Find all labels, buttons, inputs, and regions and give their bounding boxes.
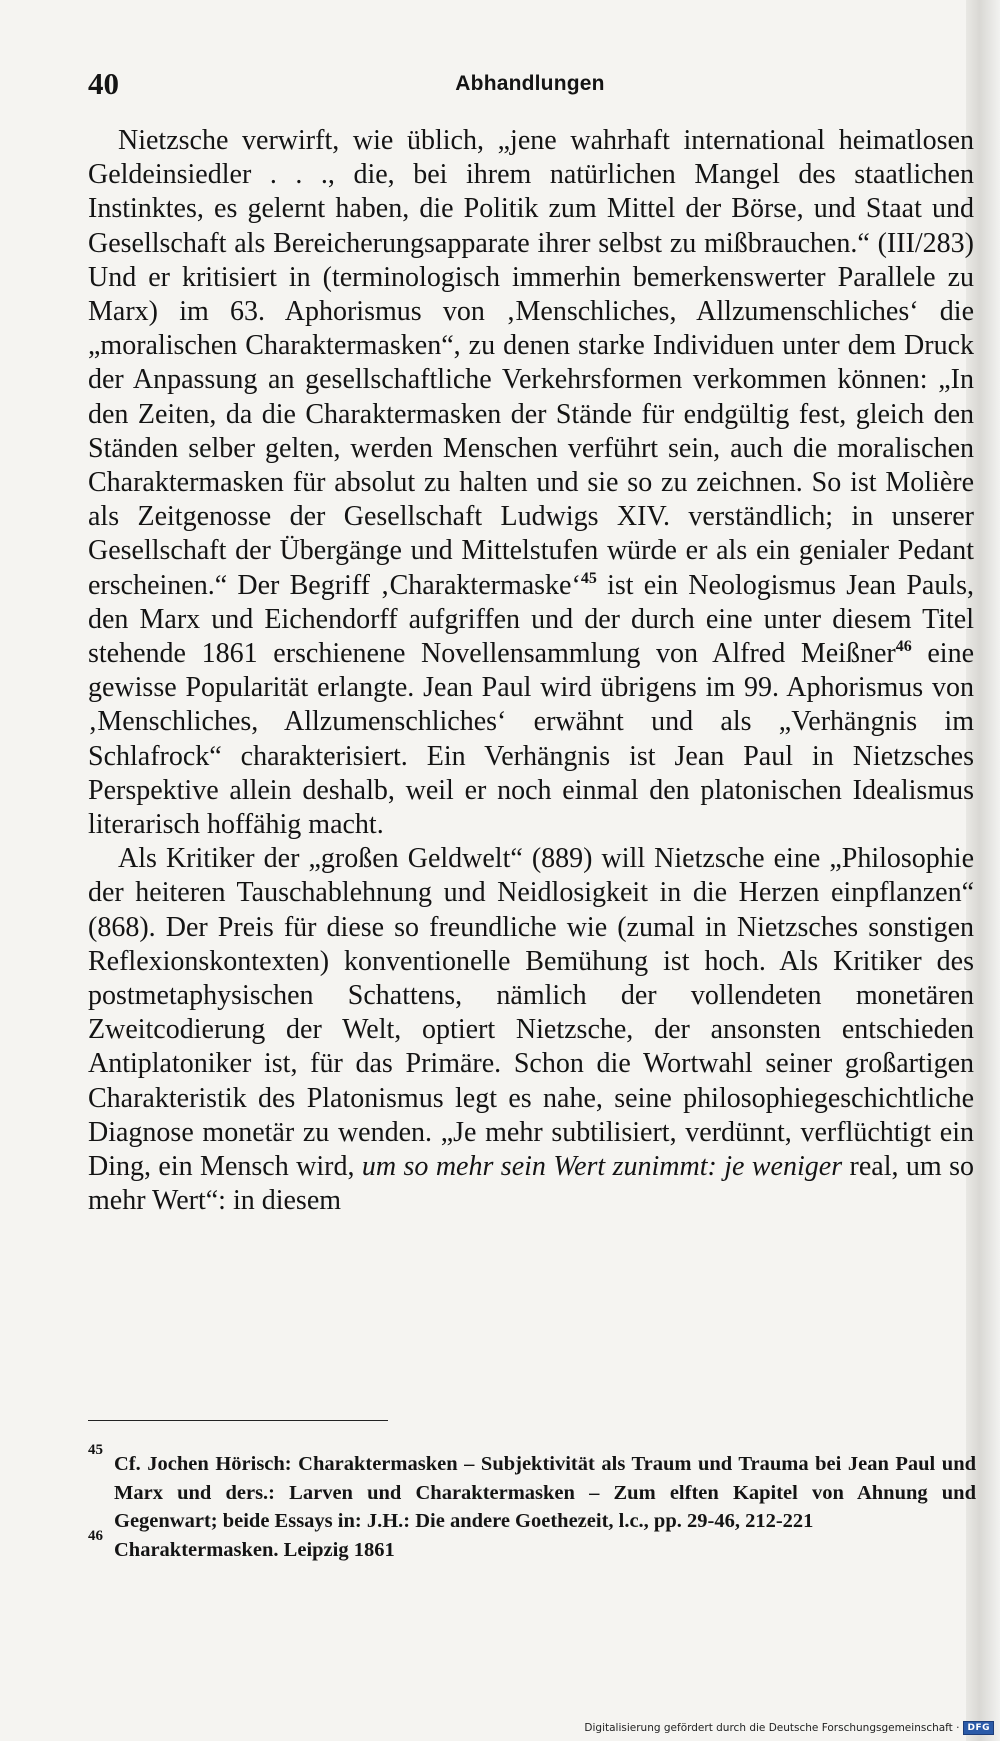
body-text <box>88 124 974 1219</box>
running-head <box>88 66 972 106</box>
digitization-credit <box>584 1718 994 1738</box>
paragraph-2-part-a: Als Kritiker der „großen Geldwelt“ (889) will Nietzsche eine „Philosophie der heiteren Tauschablehnung und Neidlosigkeit in die Herzen einpflanzen“ (868). Der Preis für diese so freundliche wie (zumal in Nietzsches sonstigen Reflexionskontexten) konventionelle Bemühung ist hoch. Als Kritiker des postmetaphysischen Schattens, nämlich der vollendeten monetären Zweitcodierung der Welt, optiert Nietzsche, der ansonsten entschieden Antiplatoniker ist, für das Primäre. Schon die Wortwahl seiner großartigen Charakteristik des Platonismus legt es nahe, seine philosophiegeschichtliche Diagnose monetär zu wenden. „Je mehr subtilisiert, verdünnt, verflüchtigt ein Ding, ein Mensch wird, <box>88 843 974 1183</box>
footnotes <box>88 1442 976 1564</box>
paragraph-2-part-b: real, um so mehr Wert“: in diesem <box>88 1151 974 1217</box>
paragraph-1-part-c: eine gewisse Popularität erlangte. Jean Paul wird übrigens im 99. Aphorismus von ‚Menschliches, Allzumenschliches‘ erwähnt und als „Verhängnis im Schlafrock“ charakterisiert. Ein Verhängnis ist Jean Paul in Nietzsches Perspektive allein deshalb, weil er noch einmal den platonischen Idealismus literarisch hoffähig macht. <box>88 638 975 841</box>
running-title: Abhandlungen <box>455 72 605 95</box>
footnote-text: Charaktermasken. Leipzig 1861 <box>114 1538 395 1561</box>
footnote-ref-45[interactable]: 45 <box>580 569 597 587</box>
dfg-logo-icon: DFG <box>963 1721 994 1735</box>
footnote-rule <box>88 1420 388 1421</box>
paragraph-1-part-b: ist ein Neologismus Jean Pauls, den Marx und Eichendorff aufgriffen und der durch eine unter diesem Titel stehende 1861 erschienene Novellensammlung von Alfred Meißner <box>88 569 974 670</box>
footnote-text: Cf. Jochen Hörisch: Charaktermasken – Subjektivität als Traum und Trauma bei Jean Paul und Marx und ders.: Larven und Charaktermasken – Zum elften Kapitel von Ahnung und Gegenwart; beide Essays in: J.H.: Die andere Goethezeit, l.c., pp. 29-46, 212-221 <box>114 1453 976 1532</box>
footnote-ref-46[interactable]: 46 <box>895 638 912 656</box>
paragraph-1-part-a: Nietzsche verwirft, wie üblich, „jene wahrhaft international heimatlosen Geldeinsiedler . . ., die, bei ihrem natürlichen Mangel des staatlichen Instinktes, es gelernt haben, die Politik zum Mittel der Börse, und Staat und Gesellschaft als Bereicherungsapparate ihrer selbst zu mißbrauchen.“ (III/283) Und er kritisiert in (terminologisch immerhin bemerkenswerter Parallele zu Marx) im 63. Aphorismus von ‚Menschliches, Allzumenschliches‘ die „moralischen Charaktermasken“, zu denen starke Individuen unter dem Druck der Anpassung an gesellschaftliche Verkehrsformen verkommen können: „In den Zeiten, da die Charaktermasken der Stände für endgültig fest, gleich den Ständen selber gelten, werden Menschen verführt sein, auch die moralischen Charaktermasken für absolut zu halten und sie so zu zeichnen. So ist Molière als Zeitgenosse der Gesellschaft Ludwigs XIV. verständlich; in unserer Gesellschaft der Übergänge und Mittelstufen würde er als ein genialer Pedant erscheinen.“ Der Begriff ‚Charaktermaske‘ <box>88 125 974 601</box>
paragraph-2-emphasis: um so mehr sein Wert zunimmt: je weniger <box>361 1151 843 1183</box>
paragraph-1 <box>88 124 974 842</box>
paragraph-2 <box>88 842 974 1218</box>
footnote-46: 46 Charaktermasken. Leipzig 1861 <box>88 1527 395 1561</box>
credit-text: Digitalisierung gefördert durch die Deutsche Forschungsgemeinschaft · <box>584 1722 960 1734</box>
page-number: 40 <box>88 66 119 101</box>
footnote-45: 45 Cf. Jochen Hörisch: Charaktermasken – Subjektivität als Traum und Trauma bei Jean Paul und Marx und ders.: Larven und Charaktermasken – Zum elften Kapitel von Ahnung und Gegenwart; beide Essays in: J.H.: Die andere Goethezeit, l.c., pp. 29-46, 212-221 <box>88 1442 976 1532</box>
